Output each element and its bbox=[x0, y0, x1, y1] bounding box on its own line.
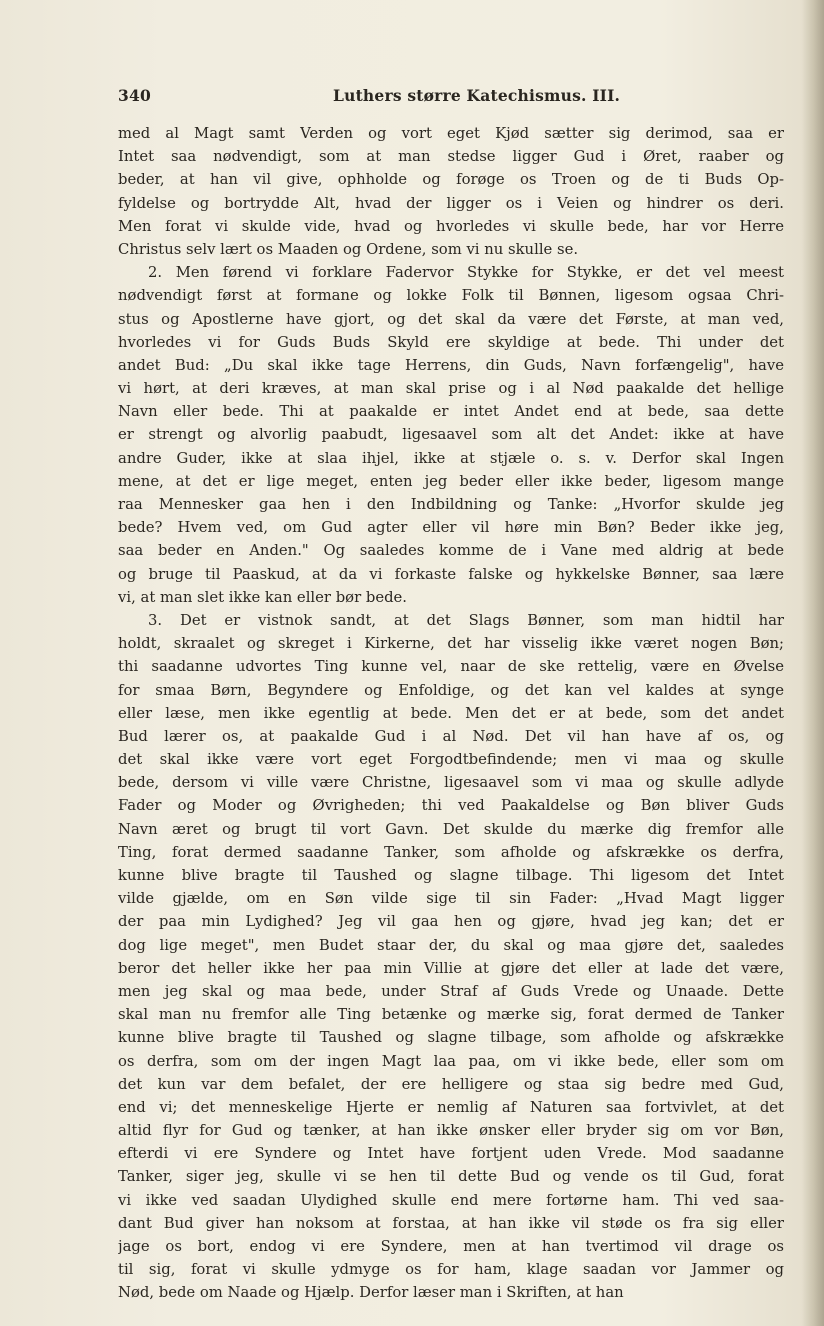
text-line: kunne blive bragte til Taushed og slagne tilbage. Thi ligesom det Intet bbox=[118, 867, 784, 884]
text-line: altid flyr for Gud og tænker, at han ikke ønsker eller bryder sig om vor Bøn, bbox=[118, 1122, 784, 1140]
text-line: Ting, forat dermed saadanne Tanker, som afholde og afskrække os derfra, bbox=[118, 843, 784, 861]
text-line: Fader og Moder og Øvrigheden; thi ved Paakaldelse og Bøn bliver Guds bbox=[118, 797, 784, 815]
text-line: raa Mennesker gaa hen i den Indbildning og Tanke: „Hvorfor skulde jeg bbox=[118, 496, 784, 513]
text-line: end vi; det menneskelige Hjerte er nemlig af Naturen saa fortvivlet, at det bbox=[118, 1098, 784, 1116]
text-line: Tanker, siger jeg, skulle vi se hen til dette Bud og vende os til Gud, forat bbox=[118, 1168, 784, 1186]
text-line: andre Guder, ikke at slaa ihjel, ikke at stjæle o. s. v. Derfor skal Ingen bbox=[118, 449, 784, 467]
text-line: fyldelse og bortrydde Alt, hvad der ligger os i Veien og hindrer os deri. bbox=[118, 194, 784, 212]
text-line: os derfra, som om der ingen Magt laa paa, om vi ikke bede, eller som om bbox=[118, 1052, 784, 1070]
text-line: Men forat vi skulde vide, hvad og hvorledes vi skulle bede, har vor Herre bbox=[118, 217, 784, 235]
page-header bbox=[118, 86, 768, 110]
text-line: beder, at han vil give, ophholde og forøge os Troen og de ti Buds Op- bbox=[118, 171, 784, 189]
text-line: saa beder en Anden." Og saaledes komme de i Vane med aldrig at bede bbox=[118, 542, 784, 560]
text-line: vi, at man slet ikke kan eller bør bede. bbox=[118, 588, 408, 606]
text-line: kunne blive bragte til Taushed og slagne tilbage, som afholde og afskrække bbox=[118, 1029, 784, 1047]
text-line: thi saadanne udvortes Ting kunne vel, naar de ske rettelig, være en Øvelse bbox=[118, 658, 784, 676]
text-line: det kun var dem befalet, der ere helligere og staa sig bedre med Gud, bbox=[118, 1075, 784, 1093]
text-line: 3. Det er vistnok sandt, at det Slags Bønner, som man hidtil har bbox=[148, 611, 784, 629]
text-line: efterdi vi ere Syndere og Intet have fortjent uden Vrede. Mod saadanne bbox=[118, 1145, 784, 1163]
text-line: Nød, bede om Naade og Hjælp. Derfor læser man i Skriften, at han bbox=[118, 1284, 624, 1302]
text-line: det skal ikke være vort eget Forgodtbefindende; men vi maa og skulle bbox=[118, 751, 784, 769]
text-line: og bruge til Paaskud, at da vi forkaste falske og hykkelske Bønner, saa lære bbox=[118, 565, 784, 583]
text-line: Navn æret og brugt til vort Gavn. Det skulde du mærke dig fremfor alle bbox=[118, 820, 784, 838]
text-line: holdt, skraalet og skreget i Kirkerne, det har visselig ikke været nogen Bøn; bbox=[118, 635, 784, 653]
body-text bbox=[118, 122, 784, 1305]
page-number: 340 bbox=[118, 86, 151, 105]
text-line: vi hørt, at deri kræves, at man skal prise og i al Nød paakalde det hellige bbox=[118, 380, 784, 398]
text-line: nødvendigt først at formane og lokke Folk til Bønnen, ligesom ogsaa Chri- bbox=[118, 287, 784, 305]
text-line: Navn eller bede. Thi at paakalde er intet Andet end at bede, saa dette bbox=[118, 403, 784, 421]
text-line: dog lige meget", men Budet staar der, du skal og maa gjøre det, saaledes bbox=[118, 936, 784, 954]
text-line: til sig, forat vi skulle ydmyge os for ham, klage saadan vor Jammer og bbox=[118, 1261, 784, 1279]
text-line: beror det heller ikke her paa min Villie at gjøre det eller at lade det være, bbox=[118, 959, 784, 977]
text-line: vilde gjælde, om en Søn vilde sige til sin Fader: „Hvad Magt ligger bbox=[118, 890, 784, 908]
text-line: stus og Apostlerne have gjort, og det skal da være det Første, at man ved, bbox=[118, 310, 784, 328]
text-line: vi ikke ved saadan Ulydighed skulle end mere fortørne ham. Thi ved saa- bbox=[118, 1191, 784, 1209]
text-line: Christus selv lært os Maaden og Ordene, som vi nu skulle se. bbox=[118, 240, 579, 258]
running-title: Luthers større Katechismus. III. bbox=[333, 86, 621, 105]
text-line: med al Magt samt Verden og vort eget Kjød sætter sig derimod, saa er bbox=[118, 125, 784, 142]
page-edge-shadow bbox=[802, 0, 824, 1326]
text-line: 2. Men førend vi forklare Fadervor Stykke for Stykke, er det vel meest bbox=[148, 264, 784, 282]
text-line: Bud lærer os, at paakalde Gud i al Nød. Det vil han have af os, og bbox=[118, 727, 784, 745]
text-line: dant Bud giver han noksom at forstaa, at han ikke vil støde os fra sig eller bbox=[118, 1214, 784, 1232]
text-line: jage os bort, endog vi ere Syndere, men at han tvertimod vil drage os bbox=[118, 1238, 784, 1255]
text-line: er strengt og alvorlig paabudt, ligesaavel som alt det Andet: ikke at have bbox=[118, 426, 784, 444]
text-line: hvorledes vi for Guds Buds Skyld ere skyldige at bede. Thi under det bbox=[118, 333, 784, 351]
text-line: eller læse, men ikke egentlig at bede. Men det er at bede, som det andet bbox=[118, 704, 784, 722]
text-line: bede, dersom vi ville være Christne, ligesaavel som vi maa og skulle adlyde bbox=[118, 774, 784, 792]
text-line: Intet saa nødvendigt, som at man stedse ligger Gud i Øret, raaber og bbox=[118, 148, 784, 166]
text-line: skal man nu fremfor alle Ting betænke og mærke sig, forat dermed de Tanker bbox=[118, 1006, 784, 1024]
text-line: for smaa Børn, Begyndere og Enfoldige, og det kan vel kaldes at synge bbox=[118, 681, 784, 699]
text-line: mene, at det er lige meget, enten jeg beder eller ikke beder, ligesom mange bbox=[118, 472, 784, 490]
text-line: bede? Hvem ved, om Gud agter eller vil høre min Bøn? Beder ikke jeg, bbox=[118, 519, 784, 537]
text-line: andet Bud: „Du skal ikke tage Herrens, din Guds, Navn forfængelig", have bbox=[118, 356, 784, 374]
text-line: der paa min Lydighed? Jeg vil gaa hen og gjøre, hvad jeg kan; det er bbox=[118, 913, 784, 931]
text-line: men jeg skal og maa bede, under Straf af Guds Vrede og Unaade. Dette bbox=[118, 982, 784, 1000]
